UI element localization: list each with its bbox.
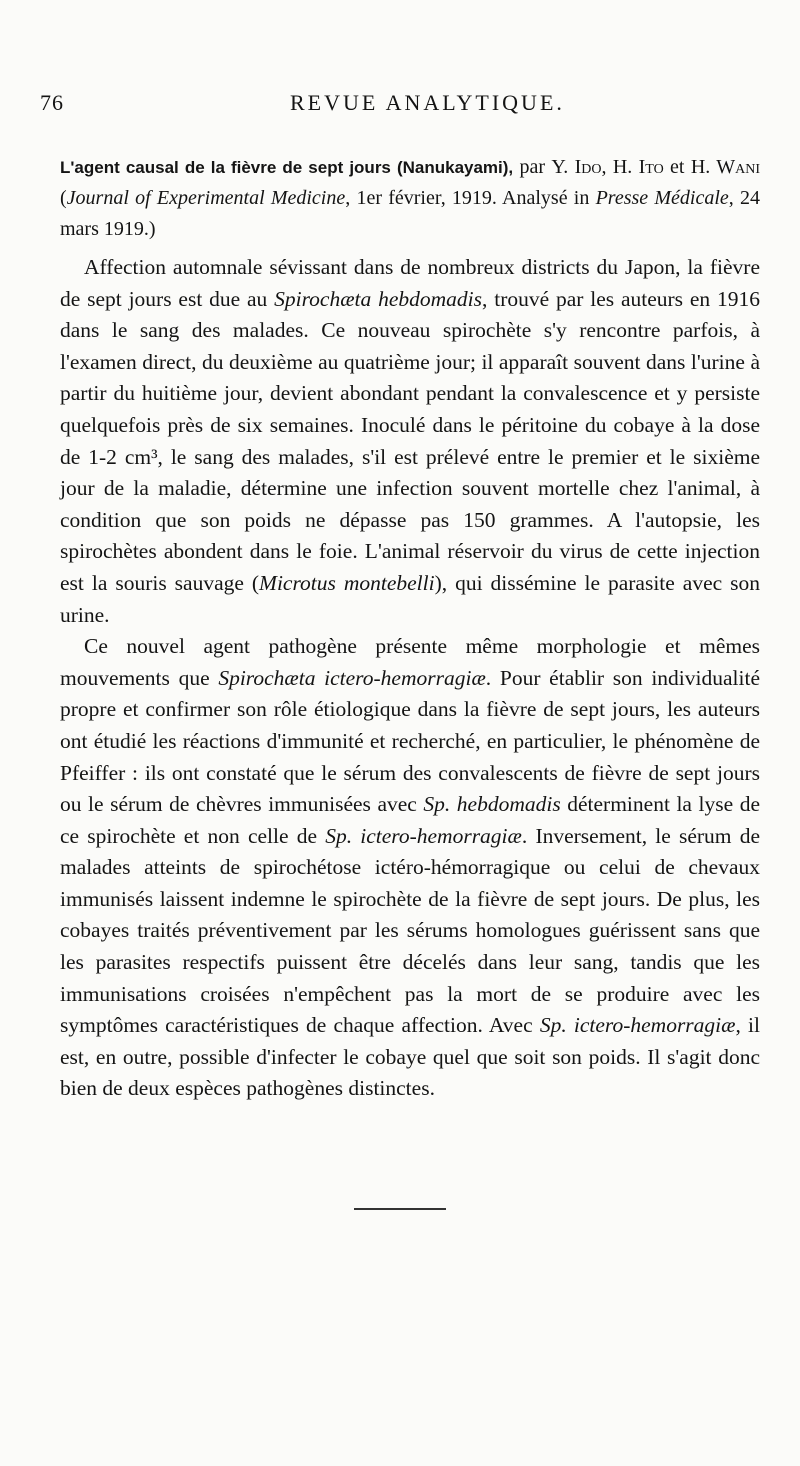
section-divider [354,1208,446,1210]
species-name: Microtus montebelli [259,570,435,595]
article-body [60,252,760,1105]
paragraph-2-text-c: déterminent la lyse de ce spirochète et non celle de [60,792,760,848]
species-name: Spirochæta hebdomadis [274,286,483,311]
review-date: , 24 mars 1919.) [60,187,760,240]
species-name: Sp. ictero-hemorragiæ [325,823,522,848]
paragraph-1 [60,252,760,631]
species-name: Sp. ictero-hemorragiæ [539,1013,736,1038]
paragraph-1-text-a: Affection automnale sévissant dans de nombreux districts du Japon, la fièvre de sept jours est due au [60,255,760,311]
paragraph-2-text-a: Ce nouvel agent pathogène présente même morphologie et mêmes mouvements que [60,634,760,690]
paragraph-2-text-b: . Pour établir son individualité propre et confirmer son rôle étiologique dans la fièvre de sept jours, les auteurs ont étudié les réactions d'immunité et recherché, en particulier, le phénomène de Pfeiffer : ils ont constaté que le sérum des convalescents de fièvre de sept jours ou le sérum de chèvres immunisées avec [60,665,761,817]
journal-name: Journal of Experimental Medicine [66,187,346,209]
paragraph-1-text-c: ), qui dissémine le parasite avec son urine. [60,570,760,627]
journal-date: , 1er février, 1919. Analysé in [345,187,596,209]
citation-sep: , [601,156,613,178]
citation-open-paren: ( [60,187,67,209]
species-name: Spirochæta ictero-hemorragiæ [218,665,486,690]
species-name: Sp. hebdomadis [423,792,561,817]
paragraph-2-text-d: . Inversement, le sérum de malades atteints de spirochétose ictéro-hémorragique ou celui de chevaux immunisés laissent indemne le spirochète de la fièvre de sept jours. De plus, les cobayes traités préventivement par les sérums homologues guérissent sans que les parasites respectifs puissent être décelés dans leur sang, tandis que les immunisations croisées n'empêchent pas la mort de se produire avec les symptômes caractéristiques de chaque affection. Avec [60,823,760,1038]
author-ito: H. Ito [612,156,664,178]
article-citation [60,152,760,245]
running-title: REVUE ANALYTIQUE. [290,90,565,115]
paragraph-2-text-e: , il est, en outre, possible d'infecter le cobaye quel que soit son poids. Il s'agit donc bien de deux espèces pathogènes distinctes. [60,1013,760,1101]
review-name: Presse Médicale [595,187,729,209]
page-number: 76 [40,90,64,115]
author-ido: Y. Ido [551,156,602,178]
paragraph-1-text-b: , trouvé par les auteurs en 1916 dans le sang des malades. Ce nouveau spirochète s'y rencontre parfois, à l'examen direct, du deuxième au quatrième jour; il apparaît souvent dans l'urine à partir du huitième jour, devient abondant pendant la convalescence et y persiste quelquefois près de six semaines. Inoculé dans le péritoine du cobaye à la dose de 1-2 cm³, le sang des malades, s'il est prélevé entre le premier et le sixième jour de la maladie, détermine une infection souvent mortelle chez l'animal, à condition que son poids ne dépasse pas 150 grammes. A l'autopsie, les spirochètes abondent dans le foie. L'animal réservoir du virus de cette injection est la souris sauvage ( [60,286,760,595]
author-wani: H. Wani [690,156,761,178]
citation-and: et [663,156,691,178]
article-title: L'agent causal de la fièvre de sept jours (Nanukayami), [60,158,514,177]
paragraph-2 [60,631,760,1105]
citation-by: par [513,156,552,178]
